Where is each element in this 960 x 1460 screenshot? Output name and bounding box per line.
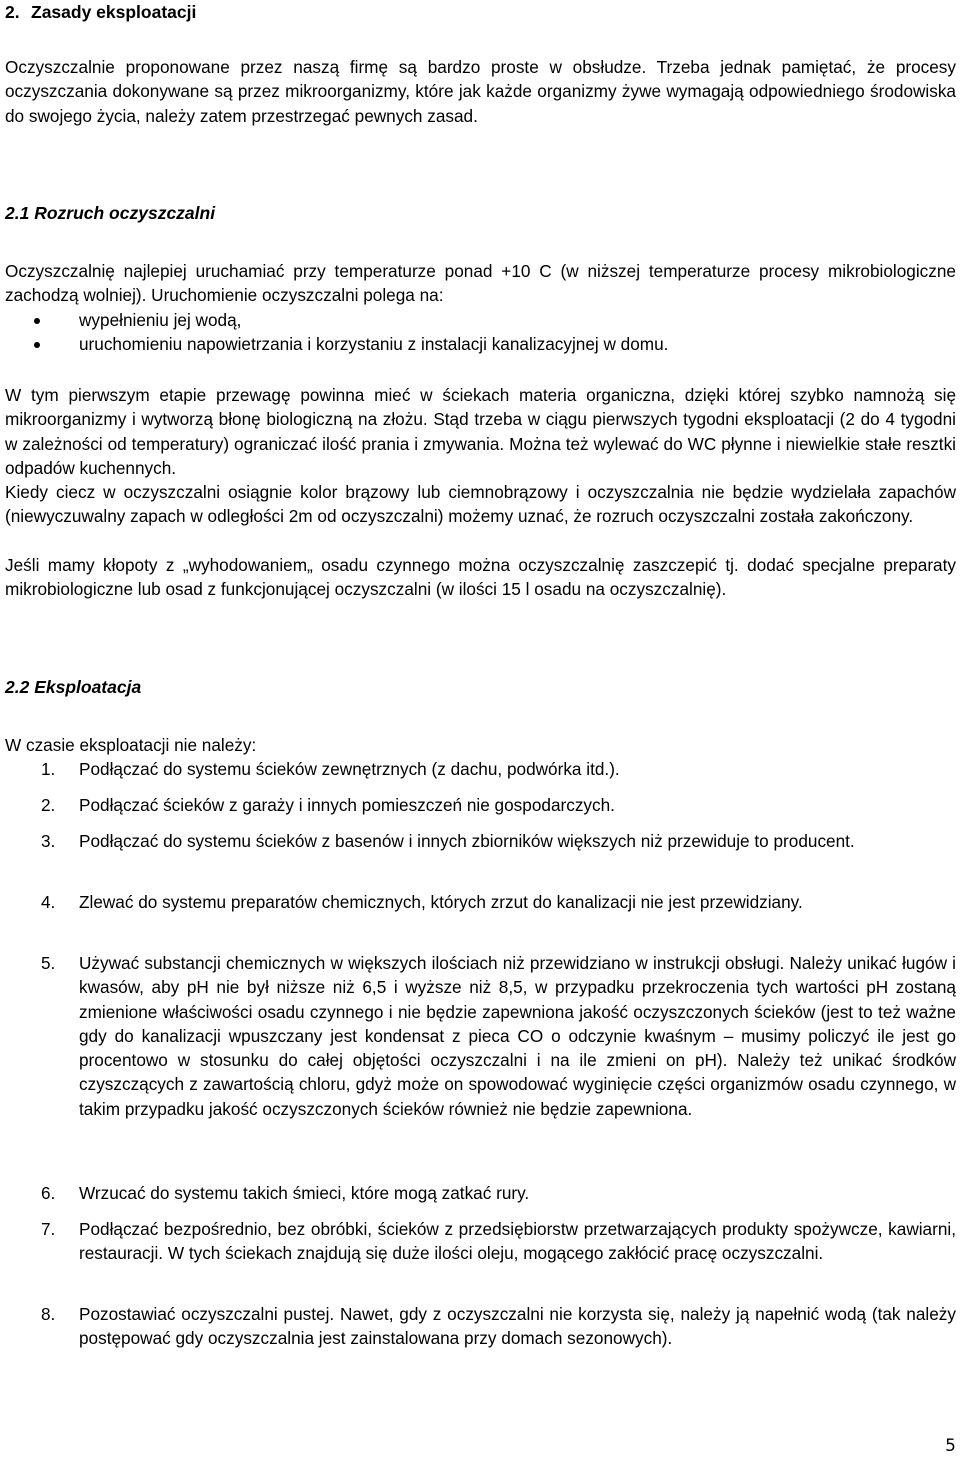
list-item-text: Wrzucać do systemu takich śmieci, które mogą zatkać rury. [79, 1183, 530, 1203]
list-item-text: Podłączać do systemu ścieków zewnętrznych (z dachu, podwórka itd.). [79, 759, 620, 779]
subsection-1-title: 2.1 Rozruch oczyszczalni [5, 203, 216, 223]
list-item-text: Pozostawiać oczyszczalni pustej. Nawet, gdy z oczyszczalni nie korzysta się, należy ją napełnić wodą (tak należy postępować gdy oczyszczalnia jest zainstalowana przy domach sezonowych). [79, 1304, 956, 1349]
list-item-number: 4. [41, 892, 56, 912]
startup-bullet-list [5, 308, 956, 357]
list-item-number: 6. [41, 1183, 56, 1203]
list-item-number: 8. [41, 1304, 56, 1324]
list-item-text: Podłączać ścieków z garaży i innych pomieszczeń nie gospodarczych. [79, 795, 615, 815]
startup-paragraph-3: Kiedy ciecz w oczyszczalni osiągnie kolor brązowy lub ciemnobrązowy i oczyszczalnia nie będzie wydzielała zapachów (niewyczuwalny zapach w odległości 2m od oczyszczalni) możemy uznać, że rozruch oczyszczalni została zakończony. [5, 482, 956, 527]
list-item [5, 793, 956, 817]
list-item [5, 1181, 956, 1205]
list-item [5, 829, 956, 853]
list-item-number: 7. [41, 1219, 56, 1239]
bullet-item [5, 308, 956, 332]
section-number: 2. [5, 2, 20, 22]
section-intro-paragraph: Oczyszczalnie proponowane przez naszą firmę są bardzo proste w obsłudze. Trzeba jednak pamiętać, że procesy oczyszczania dokonywane są przez mikroorganizmy, które jak każde organizmy żywe wymagają odpowiedniego środowiska do swojego życia, należy zatem przestrzegać pewnych zasad. [5, 57, 956, 126]
bullet-icon [34, 318, 40, 324]
list-item [5, 1302, 956, 1351]
list-item-number: 2. [41, 795, 56, 815]
list-item [5, 757, 956, 781]
bullet-text: wypełnieniu jej wodą, [79, 310, 242, 330]
list-item-number: 3. [41, 831, 56, 851]
section-title: Zasady eksploatacji [31, 2, 197, 22]
bullet-text: uruchomieniu napowietrzania i korzystaniu z instalacji kanalizacyjnej w domu. [79, 334, 669, 355]
bullet-icon [34, 342, 40, 348]
startup-paragraph-2: W tym pierwszym etapie przewagę powinna mieć w ściekach materia organiczna, dzięki której szybko namnożą się mikroorganizmy i wytworzą błonę biologiczną na złożu. Stąd trzeba w ciągu pierwszych tygodni eksploatacji (2 do 4 tygodni w zależności od temperatury) ograniczać ilość prania i zmywania. Można też wylewać do WC płynne i niewielkie stałe resztki odpadów kuchennych. [5, 385, 956, 478]
list-item-number: 5. [41, 953, 56, 973]
list-item-text: Podłączać do systemu ścieków z basenów i innych zbiorników większych niż przewiduje to producent. [79, 831, 855, 851]
list-item-text: Używać substancji chemicznych w większych ilościach niż przewidziano w instrukcji obsługi. Należy unikać ługów i kwasów, aby pH nie był niższe niż 6,5 i wyższe niż 8,5, w przypadku przekroczenia tych wartości pH zostaną zmienione właściwości osadu czynnego i nie będzie zapewniona jakość oczyszczonych ścieków (jest to też ważne gdy do kanalizacji wpuszczany jest kondensat z pieca CO o odczynie kwaśnym – musimy policzyć ile jest go procentowo w stosunku do całej objętości oczyszczalni i na ile zmieni on pH). Należy też unikać środków czyszczących z zawartością chloru, gdyż może on spowodować wyginięcie części organizmów osadu czynnego, w takim przypadku jakość oczyszczonych ścieków również nie będzie zapewniona. [79, 953, 956, 1119]
startup-paragraph-4: Jeśli mamy kłopoty z „wyhodowaniem„ osadu czynnego można oczyszczalnię zaszczepić tj. dodać specjalne preparaty mikrobiologiczne lub osad z funkcjonującej oczyszczalni (w ilości 15 l osadu na oczyszczalnię). [5, 555, 956, 600]
operation-lead: W czasie eksploatacji nie należy: [5, 735, 257, 755]
startup-paragraph-1: Oczyszczalnię najlepiej uruchamiać przy temperaturze ponad +10 C (w niższej temperaturze procesy mikrobiologiczne zachodzą wolniej). Uruchomienie oczyszczalni polega na: [5, 261, 956, 306]
section-heading [5, 0, 196, 24]
list-item [5, 1217, 956, 1266]
subsection-2-title: 2.2 Eksploatacja [5, 677, 142, 697]
list-item-text: Podłączać bezpośrednio, bez obróbki, ścieków z przedsiębiorstw przetwarzających produkty spożywcze, kawiarni, restauracji. W tych ściekach znajdują się duże ilości oleju, mogącego zakłócić pracę oczyszczalni. [79, 1219, 956, 1264]
list-item [5, 951, 956, 1121]
bullet-item [5, 332, 956, 356]
list-item-text: Zlewać do systemu preparatów chemicznych, których zrzut do kanalizacji nie jest przewidziany. [79, 892, 803, 912]
list-item-number: 1. [41, 759, 56, 779]
page-number: 5 [945, 1436, 956, 1456]
list-item [5, 890, 956, 914]
